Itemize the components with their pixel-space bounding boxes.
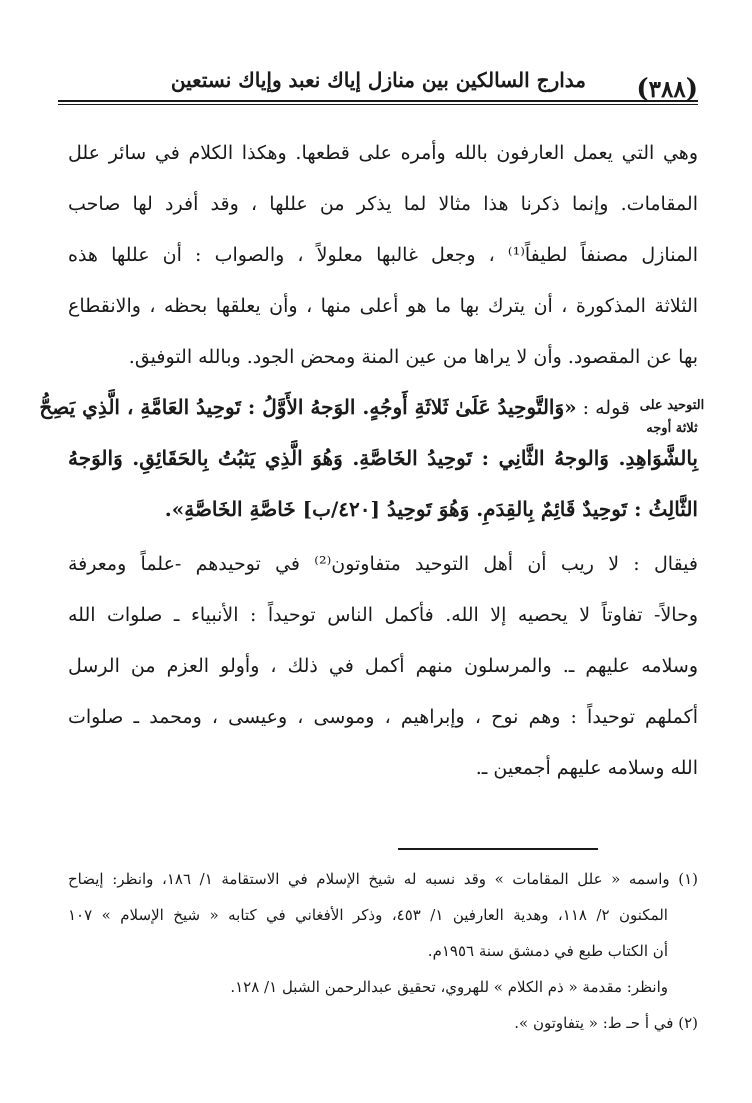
paragraph-2 xyxy=(68,547,698,802)
footnote-line: (٢) في أ حـ ط: « يتفاوتون ». xyxy=(514,1014,698,1032)
text-line: المنازل مصنفاً لطيفاً⁽¹⁾ ، وجعل غالبها معلولاً ، والصواب : أن عللها هذه xyxy=(68,244,698,266)
quoted-text-continued xyxy=(68,441,698,543)
text-line: وسلامه عليهم ـ. والمرسلون منهم أكمل في ذلك ، وأولو العزم من الرسل xyxy=(68,655,698,677)
text-line: الثلاثة المذكورة ، أن يترك بها ما هو أعلى منها ، وأن يعلقها بحظه ، والانقطاع xyxy=(68,295,698,317)
text-line: وحالاً- تفاوتاً لا يحصيه إلا الله. فأكمل الناس توحيداً : الأنبياء ـ صلوات الله xyxy=(68,604,698,626)
header-rule xyxy=(58,100,698,102)
quote-line: بِالشَّوَاهِدِ. وَالوجهُ الثَّانِي : تَوحِيدُ الخَاصَّةِ. وَهُوَ الَّذِي يَثبُتُ بِالحَقَائِقِ. وَالوَجهُ xyxy=(68,446,698,470)
quote-prefix: قوله : xyxy=(576,397,630,419)
footnote-line: (١) واسمه « علل المقامات » وقد نسبه له شيخ الإسلام في الاستقامة ١/ ١٨٦، وانظر: إيضاح xyxy=(68,870,698,888)
page-number-close-bracket: ) xyxy=(636,74,649,104)
quoted-text xyxy=(39,390,630,441)
footnote-separator xyxy=(398,848,598,850)
running-header xyxy=(58,60,698,108)
footnote-line: وانظر: مقدمة « ذم الكلام » للهروي، تحقيق عبدالرحمن الشبل ١/ ١٢٨. xyxy=(230,978,668,996)
footnote-line: المكنون ٢/ ١١٨، وهدية العارفين ١/ ٤٥٣، وذكر الأفغاني في كتابه « شيخ الإسلام » ١٠٧ xyxy=(68,906,668,924)
margin-note-line: ثلاثة أوجه xyxy=(646,421,698,436)
header-title: مدارج السالكين بين منازل إياك نعبد وإياك نستعين xyxy=(170,68,586,92)
page-number xyxy=(636,76,698,102)
text-line: المقامات. وإنما ذكرنا هذا مثالا لما يذكر من عللها ، وقد أفرد لها صاحب xyxy=(68,193,698,215)
footnote-line: أن الكتاب طبع في دمشق سنة ١٩٥٦م. xyxy=(427,942,668,960)
text-line: الله وسلامه عليهم أجمعين ـ. xyxy=(475,757,698,779)
page-number-open-bracket: ( xyxy=(685,74,698,104)
paragraph-1 xyxy=(68,136,698,391)
text-line: أكملهم توحيداً : وهم نوح ، وإبراهيم ، وموسى ، وعيسى ، ومحمد ـ صلوات xyxy=(68,706,698,728)
margin-note xyxy=(632,394,712,440)
page-number-value: ٣٨٨ xyxy=(648,76,686,103)
text-line: وهي التي يعمل العارفون بالله وأمره على قطعها. وهكذا الكلام في سائر علل xyxy=(68,142,698,164)
quote-text: «وَالتَّوحِيدُ عَلَىٰ ثَلاثَةِ أَوجُهٍ. الوَجهُ الأَوَّلُ : تَوحِيدُ العَامَّةِ ، الَّذِي يَصِحُّ xyxy=(39,395,577,419)
text-line: فيقال : لا ريب أن أهل التوحيد متفاوتون⁽²⁾ في توحيدهم -علماً ومعرفة xyxy=(68,553,698,575)
quote-line xyxy=(39,390,630,425)
quote-line: الثَّالِثُ : تَوحِيدٌ قَائِمٌ بِالقِدَمِ. وَهُوَ تَوحِيدُ [٤٢٠/ب] خَاصَّةِ الخَاصَّةِ». xyxy=(164,497,698,521)
header-rule-thin xyxy=(58,104,698,105)
margin-note-line: التوحيد على xyxy=(639,398,705,413)
footnotes xyxy=(68,866,698,1046)
text-line: بها عن المقصود. وأن لا يراها من عين المنة ومحض الجود. وبالله التوفيق. xyxy=(128,346,698,368)
